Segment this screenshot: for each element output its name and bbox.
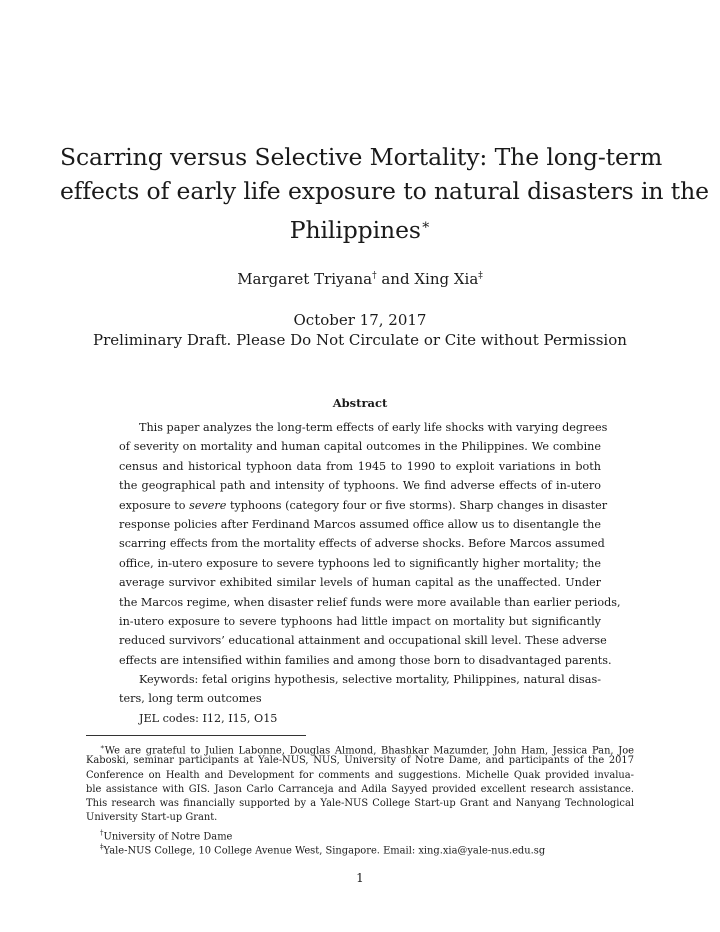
abstract-line: average survivor exhibited similar levels of human capital as the unaffected. Under (119, 576, 601, 590)
jel-codes: JEL codes: I12, I15, O15 (139, 711, 278, 725)
abstract-line: response policies after Ferdinand Marcos assumed office allow us to disentangle the (119, 517, 601, 531)
paper-date: October 17, 2017 (293, 311, 427, 329)
footnote-dagger-mark: † (100, 828, 104, 837)
abstract-line: scarring effects from the mortality effects of adverse shocks. Before Marcos assumed (119, 537, 605, 551)
footnote-star-line: This research was financially supported by a Yale-NUS College Start-up Grant and Nanyang Technological (86, 798, 634, 810)
abstract-heading: Abstract (332, 396, 388, 410)
abstract-line (119, 496, 608, 515)
footnote-ddagger-mark: ‡ (100, 843, 104, 852)
title-footnote-mark: ∗ (420, 217, 431, 233)
footnote-star-line: Conference on Health and Development for comments and suggestions. Michelle Quak provided invalua- (86, 769, 634, 781)
footnote-dagger (86, 826, 634, 843)
abstract-line: of severity on mortality and human capital outcomes in the Philippines. We combine (119, 440, 601, 454)
author-first: Margaret Triyana (237, 270, 373, 288)
footnote-rule (86, 735, 306, 736)
author-first-mark: † (372, 271, 377, 281)
abstract-emphasis: severe (189, 498, 227, 512)
abstract-line: census and historical typhoon data from 1945 to 1990 to exploit variations in both (119, 459, 601, 473)
paper-title (60, 140, 709, 247)
abstract-line: effects are intensified within families and among those born to disadvantaged parents. (119, 653, 612, 667)
abstract-line: the geographical path and intensity of typhoons. We find adverse effects of in-utero (119, 479, 601, 493)
abstract-line: This paper analyzes the long-term effects of early life shocks with varying degrees (139, 421, 608, 434)
author-second: Xing Xia (414, 270, 479, 288)
title-line-3 (60, 208, 660, 247)
author-and: and (381, 270, 410, 288)
footnote-star-line (86, 740, 634, 757)
author-line (0, 266, 720, 289)
abstract-line: office, in-utero exposure to severe typhoons led to significantly higher mortality; the (119, 556, 601, 570)
footnote-star-line: University Start-up Grant. (86, 812, 218, 824)
abstract-line: reduced survivors’ educational attainment and occupational skill level. These adverse (119, 634, 607, 648)
abstract-line: the Marcos regime, when disaster relief funds were more available than earlier periods, (119, 595, 621, 609)
title-line-2: effects of early life exposure to natural disasters in the (60, 177, 709, 205)
footnote-ddagger-text: Yale-NUS College, 10 College Avenue West, Singapore. Email: xing.xia@yale-nus.edu.sg (103, 845, 546, 857)
abstract-line5-after: typhoons (category four or five storms). Sharp changes in disaster (229, 498, 608, 512)
footnote-ddagger (86, 840, 634, 857)
footnote-star-line: ble assistance with GIS. Jason Carlo Carranceja and Adila Sayyed provided excellent research assistance. (86, 783, 634, 795)
footnote-dagger-text: University of Notre Dame (103, 831, 233, 843)
draft-notice: Preliminary Draft. Please Do Not Circulate or Cite without Permission (93, 331, 627, 349)
abstract-line5-before: exposure to (119, 498, 186, 512)
abstract-body (119, 418, 621, 728)
keywords-line-1: Keywords: fetal origins hypothesis, selective mortality, Philippines, natural disas- (139, 673, 601, 687)
footnote-star-text: We are grateful to Julien Labonne, Douglas Almond, Bhashkar Mazumder, John Ham, Jessica Pan, Joe (104, 745, 634, 757)
footnote-star-mark: ∗ (100, 743, 105, 751)
footnotes (86, 740, 634, 857)
footnote-star-line: Kaboski, seminar participants at Yale-NUS, NUS, University of Notre Dame, and participants of the 2017 (86, 755, 634, 767)
title-line-1: Scarring versus Selective Mortality: The long-term (60, 143, 663, 171)
page-number: 1 (356, 871, 364, 885)
title-line-3-text: Philippines (289, 215, 421, 244)
abstract-line: in-utero exposure to severe typhoons had little impact on mortality but significantly (119, 614, 601, 628)
keywords-line-2: ters, long term outcomes (119, 692, 262, 706)
author-second-mark: ‡ (478, 271, 483, 281)
